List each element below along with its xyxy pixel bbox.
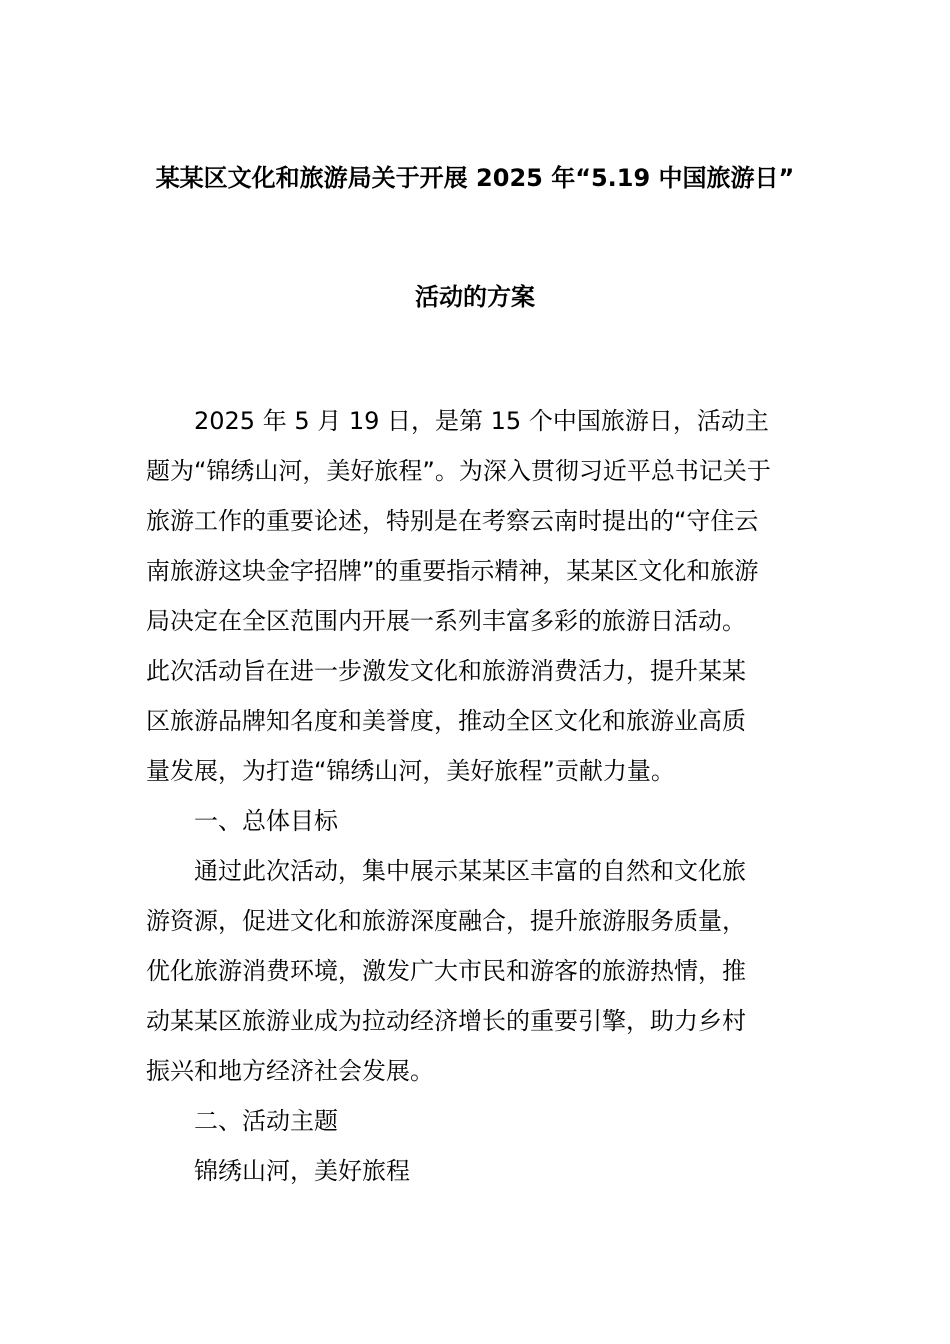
goal-line: 通过此次活动，集中展示某某区丰富的自然和文化旅 [194,857,746,885]
section-heading-activity-theme: 二、活动主题 [194,1107,338,1135]
intro-line: 区旅游品牌知名度和美誉度，推动全区文化和旅游业高质 [146,707,746,735]
intro-line: 量发展，为打造“锦绣山河，美好旅程”贡献力量。 [146,757,675,785]
intro-line: 2025 年 5 月 19 日，是第 15 个中国旅游日，活动主 [194,407,769,435]
intro-line: 此次活动旨在进一步激发文化和旅游消费活力，提升某某 [146,657,746,685]
section-heading-overall-goal: 一、总体目标 [194,807,338,835]
intro-line: 题为“锦绣山河，美好旅程”。为深入贯彻习近平总书记关于 [146,457,771,485]
theme-paragraph: 锦绣山河，美好旅程 [194,1157,410,1185]
goal-line: 游资源，促进文化和旅游深度融合，提升旅游服务质量， [146,907,746,935]
intro-line: 南旅游这块金字招牌”的重要指示精神，某某区文化和旅游 [146,557,759,585]
intro-line: 局决定在全区范围内开展一系列丰富多彩的旅游日活动。 [146,607,746,635]
goal-line: 动某某区旅游业成为拉动经济增长的重要引擎，助力乡村 [146,1007,746,1035]
document-title-line-2: 活动的方案 [415,283,535,311]
goal-line: 振兴和地方经济社会发展。 [146,1057,434,1085]
intro-line: 旅游工作的重要论述，特别是在考察云南时提出的“守住云 [146,507,759,535]
goal-paragraph [146,846,806,1096]
intro-paragraph [146,396,806,796]
document-title-line-1: 某某区文化和旅游局关于开展 2025 年“5.19 中国旅游日” [155,164,795,192]
goal-line: 优化旅游消费环境，激发广大市民和游客的旅游热情，推 [146,957,746,985]
